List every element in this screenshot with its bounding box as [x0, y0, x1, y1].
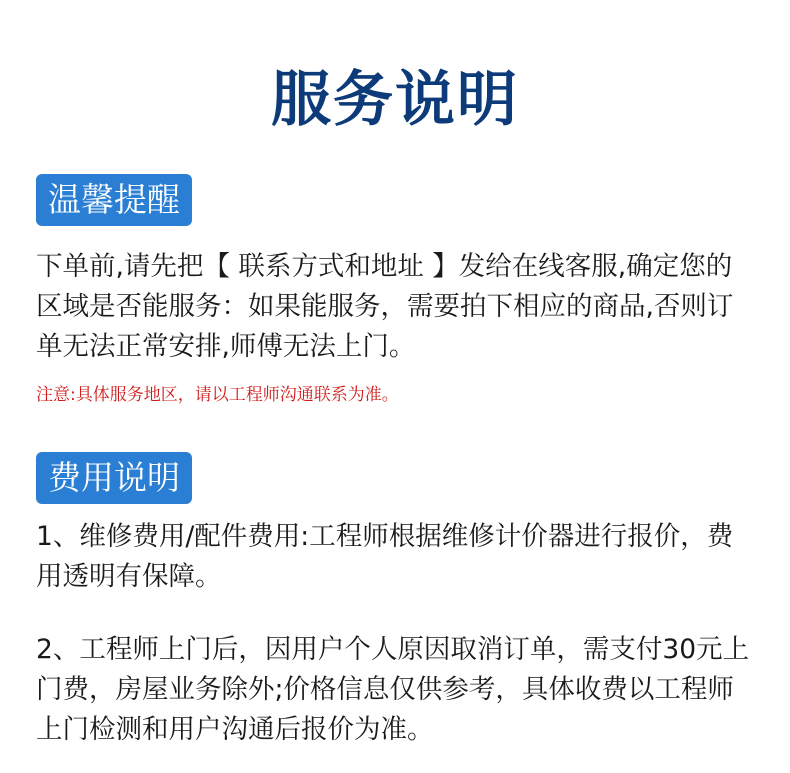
fees-section-heading: 费用说明 — [36, 452, 192, 504]
fee-item-1: 1、维修费用/配件费用:工程师根据维修计价器进行报价，费用透明有保障。 — [36, 521, 734, 592]
tips-section-heading: 温馨提醒 — [36, 174, 192, 226]
page-title: 服务说明 — [271, 65, 519, 135]
tips-paragraph: 下单前,请先把【 联系方式和地址 】发给在线客服,确定您的区域是否能服务：如果能服务，需要拍下相应的商品,否则订单无法正常安排,师傅无法上门。 — [36, 251, 734, 362]
service-area-notice: 注意:具体服务地区，请以工程师沟通联系为准。 — [36, 385, 399, 405]
fee-item-2: 2、工程师上门后，因用户个人原因取消订单，需支付30元上门费，房屋业务除外;价格信息仅供参考，具体收费以工程师上门检测和用户沟通后报价为准。 — [36, 634, 750, 745]
